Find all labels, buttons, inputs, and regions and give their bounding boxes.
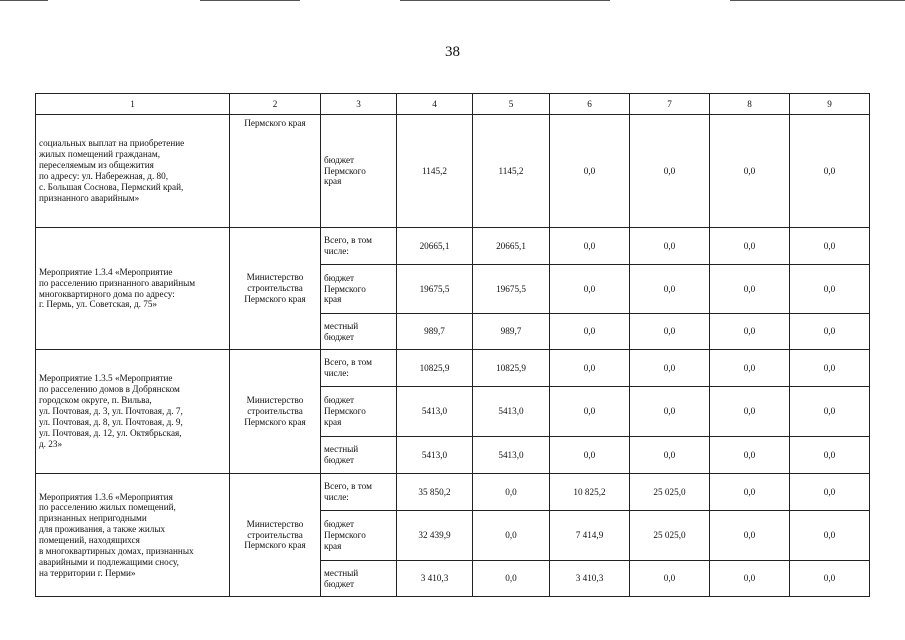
value-cell: 989,7 bbox=[397, 314, 473, 350]
value-cell: 10825,9 bbox=[473, 350, 550, 387]
table-row bbox=[36, 474, 870, 511]
activity-name-text: Мероприятие 1.3.5 «Мероприятие по расселению домов в Добрянском городском округе, п. Вильва, ул. Почтовая, д. 3, ул. Почтовая, д. 7, ул. Почтовая, д. 8, ул. Почтовая, д. 9, ул. Почтовая, д. 12, ул. Октябрьская, д. 23» bbox=[39, 373, 183, 449]
value-cell: 25 025,0 bbox=[630, 511, 710, 561]
header-row bbox=[36, 94, 870, 115]
value-cell: 0,0 bbox=[630, 350, 710, 387]
value-cell: 20665,1 bbox=[473, 228, 550, 265]
activity-name-text: Мероприятие 1.3.4 «Мероприятие по расселению признанного аварийным многоквартирного дома по адресу: г. Пермь, ул. Советская, д. 75» bbox=[39, 266, 196, 310]
scan-edge-line bbox=[200, 0, 300, 1]
responsible-text: Министерство строительства Пермского края bbox=[244, 272, 306, 304]
value-cell: 0,0 bbox=[710, 511, 790, 561]
value-cell: 5413,0 bbox=[473, 387, 550, 437]
value-cell: 0,0 bbox=[550, 115, 630, 228]
scan-edge-line bbox=[0, 0, 48, 1]
responsible-cell bbox=[230, 350, 321, 474]
responsible-text: Министерство строительства Пермского края bbox=[244, 518, 306, 551]
value-cell: 0,0 bbox=[473, 511, 550, 561]
value-cell: 25 025,0 bbox=[630, 474, 710, 511]
value-cell: 0,0 bbox=[790, 387, 870, 437]
column-header: 2 bbox=[230, 94, 321, 115]
activity-name-text: Мероприятия 1.3.6 «Мероприятия по расселению жилых помещений, признанных непригодными для проживания, а также жилых помещений, находящихся в многоквартирных домах, признанных аварийными и подлежащими сносу, на территории г. Перми» bbox=[39, 491, 194, 578]
page-number: 38 bbox=[445, 44, 460, 60]
value-cell: 19675,5 bbox=[473, 265, 550, 314]
column-header: 9 bbox=[790, 94, 870, 115]
budget-table bbox=[35, 93, 870, 597]
funding-source-text: Всего, в том числе: bbox=[324, 235, 372, 256]
value-cell: 0,0 bbox=[550, 350, 630, 387]
funding-source bbox=[321, 314, 397, 350]
responsible-text: Министерство строительства Пермского края bbox=[244, 395, 306, 427]
value-cell: 0,0 bbox=[630, 314, 710, 350]
value-cell: 35 850,2 bbox=[397, 474, 473, 511]
value-cell: 3 410,3 bbox=[397, 561, 473, 597]
value-cell: 0,0 bbox=[710, 350, 790, 387]
responsible-cell bbox=[230, 474, 321, 597]
value-cell: 7 414,9 bbox=[550, 511, 630, 561]
funding-source bbox=[321, 387, 397, 437]
funding-source-text: Всего, в том числе: bbox=[324, 357, 372, 378]
value-cell: 19675,5 bbox=[397, 265, 473, 314]
responsible-cell bbox=[230, 228, 321, 350]
funding-source-text: местный бюджет bbox=[324, 320, 359, 342]
funding-source-text: бюджет Пермского края bbox=[324, 395, 366, 427]
value-cell: 0,0 bbox=[710, 228, 790, 265]
value-cell: 0,0 bbox=[710, 437, 790, 474]
activity-name bbox=[36, 115, 230, 228]
value-cell: 0,0 bbox=[710, 115, 790, 228]
value-cell: 3 410,3 bbox=[550, 561, 630, 597]
column-header: 3 bbox=[321, 94, 397, 115]
funding-source-text: бюджет Пермского края bbox=[324, 154, 366, 187]
value-cell: 0,0 bbox=[630, 437, 710, 474]
value-cell: 5413,0 bbox=[473, 437, 550, 474]
funding-source bbox=[321, 474, 397, 511]
funding-source-text: Всего, в том числе: bbox=[324, 481, 372, 502]
funding-source-text: местный бюджет bbox=[324, 444, 359, 465]
value-cell: 0,0 bbox=[710, 387, 790, 437]
column-header: 4 bbox=[397, 94, 473, 115]
column-header: 7 bbox=[630, 94, 710, 115]
value-cell: 0,0 bbox=[473, 474, 550, 511]
value-cell: 0,0 bbox=[550, 437, 630, 474]
value-cell: 0,0 bbox=[790, 437, 870, 474]
value-cell: 0,0 bbox=[550, 228, 630, 265]
value-cell: 989,7 bbox=[473, 314, 550, 350]
value-cell: 0,0 bbox=[630, 561, 710, 597]
value-cell: 0,0 bbox=[790, 115, 870, 228]
value-cell: 0,0 bbox=[630, 115, 710, 228]
value-cell: 0,0 bbox=[630, 228, 710, 265]
funding-source-text: бюджет Пермского края bbox=[324, 272, 366, 305]
funding-source bbox=[321, 511, 397, 561]
responsible-cell bbox=[230, 115, 321, 228]
value-cell: 0,0 bbox=[790, 474, 870, 511]
value-cell: 0,0 bbox=[790, 228, 870, 265]
value-cell: 10 825,2 bbox=[550, 474, 630, 511]
scan-edge-line bbox=[400, 0, 610, 1]
value-cell: 0,0 bbox=[550, 387, 630, 437]
activity-name bbox=[36, 350, 230, 474]
value-cell: 0,0 bbox=[790, 314, 870, 350]
responsible-text: Пермского края bbox=[244, 118, 306, 128]
funding-source bbox=[321, 115, 397, 228]
value-cell: 5413,0 bbox=[397, 437, 473, 474]
value-cell: 32 439,9 bbox=[397, 511, 473, 561]
value-cell: 0,0 bbox=[710, 314, 790, 350]
column-header: 8 bbox=[710, 94, 790, 115]
value-cell: 0,0 bbox=[710, 265, 790, 314]
value-cell: 5413,0 bbox=[397, 387, 473, 437]
column-header: 1 bbox=[36, 94, 230, 115]
funding-source bbox=[321, 265, 397, 314]
funding-source bbox=[321, 561, 397, 597]
column-header: 6 bbox=[550, 94, 630, 115]
column-header: 5 bbox=[473, 94, 550, 115]
value-cell: 20665,1 bbox=[397, 228, 473, 265]
funding-source-text: местный бюджет bbox=[324, 567, 359, 589]
funding-source bbox=[321, 228, 397, 265]
value-cell: 1145,2 bbox=[397, 115, 473, 228]
value-cell: 0,0 bbox=[790, 511, 870, 561]
value-cell: 0,0 bbox=[550, 314, 630, 350]
value-cell: 0,0 bbox=[473, 561, 550, 597]
value-cell: 0,0 bbox=[790, 265, 870, 314]
value-cell: 10825,9 bbox=[397, 350, 473, 387]
activity-name bbox=[36, 228, 230, 350]
activity-name bbox=[36, 474, 230, 597]
value-cell: 0,0 bbox=[790, 561, 870, 597]
scan-edge-line bbox=[730, 0, 905, 1]
funding-source bbox=[321, 350, 397, 387]
value-cell: 0,0 bbox=[710, 561, 790, 597]
table-row bbox=[36, 115, 870, 228]
table-row bbox=[36, 228, 870, 265]
value-cell: 0,0 bbox=[550, 265, 630, 314]
value-cell: 0,0 bbox=[790, 350, 870, 387]
value-cell: 0,0 bbox=[630, 265, 710, 314]
table-row bbox=[36, 350, 870, 387]
funding-source bbox=[321, 437, 397, 474]
activity-name-text: социальных выплат на приобретение жилых помещений гражданам, переселяемым из общежития по адресу: ул. Набережная, д. 80, с. Большая Соснова, Пермский край, признанного аварийным» bbox=[39, 138, 185, 203]
value-cell: 1145,2 bbox=[473, 115, 550, 228]
value-cell: 0,0 bbox=[710, 474, 790, 511]
funding-source-text: бюджет Пермского края bbox=[324, 519, 366, 551]
value-cell: 0,0 bbox=[630, 387, 710, 437]
